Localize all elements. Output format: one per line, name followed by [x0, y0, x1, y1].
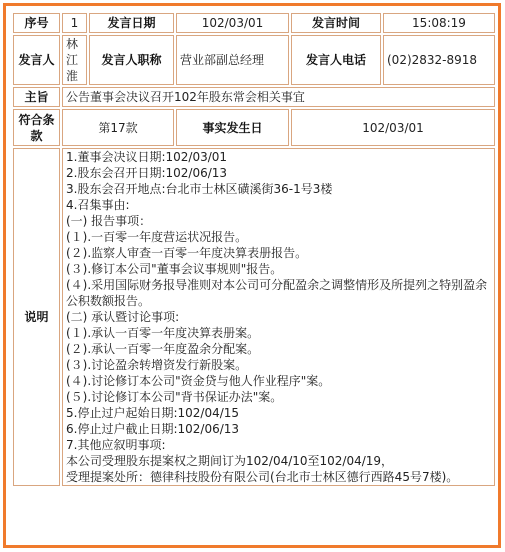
subject-row	[13, 87, 495, 107]
description-line: (２).承认一百零一年度盈余分配案。	[66, 342, 260, 356]
speaker-phone-value: (02)2832-8918	[383, 35, 495, 85]
clause-row	[13, 109, 495, 146]
description-line: 本公司受理股东提案权之期间订为102/04/10至102/04/19，	[66, 454, 394, 468]
description-body	[62, 148, 495, 486]
description-line: (１).一百零一年度营运状况报告。	[66, 230, 248, 244]
seq-label: 序号	[13, 13, 60, 33]
seq-value: 1	[62, 13, 87, 33]
description-line: 6.停止过户截止日期:102/06/13	[66, 422, 240, 436]
description-line: (一) 报告事项：	[66, 214, 152, 228]
description-line: (二) 承认暨讨论事项:	[66, 310, 180, 324]
date-value: 102/03/01	[176, 13, 289, 33]
announcement-table	[11, 11, 497, 488]
description-line: (１).承认一百零一年度决算表册案。	[66, 326, 260, 340]
speaker-row	[13, 35, 495, 85]
subject-value: 公告董事会决议召开102年股东常会相关事宜	[62, 87, 495, 107]
clause-value: 第17款	[62, 109, 174, 146]
speaker-phone-label: 发言人电话	[291, 35, 381, 85]
description-line: (３).修订本公司"董事会议事规则"报告。	[66, 262, 283, 276]
speaker-title-value: 营业部副总经理	[176, 35, 289, 85]
header-row	[13, 13, 495, 33]
description-line: (４).讨论修订本公司"资金贷与他人作业程序"案。	[66, 374, 331, 388]
time-value: 15:08:19	[383, 13, 495, 33]
time-label: 发言时间	[291, 13, 381, 33]
event-date-label: 事实发生日	[176, 109, 289, 146]
description-line: (３).讨论盈余转增资发行新股案。	[66, 358, 248, 372]
description-line: (４).采用国际财务报导准则对本公司可分配盈余之调整情形及所提列之特别盈余公积数额报告。	[66, 278, 488, 308]
description-line: 受理提案处所：德律科技股份有限公司(台北市士林区德行西路45号7楼)。	[66, 470, 459, 484]
speaker-value: 林江淮	[62, 35, 87, 85]
description-line: 3.股东会召开地点:台北市士林区磺溪街36-1号3楼	[66, 182, 333, 196]
description-line: 4.召集事由:	[66, 198, 130, 212]
description-line: (２).监察人审查一百零一年度决算表册报告。	[66, 246, 308, 260]
announcement-frame	[3, 3, 501, 548]
date-label: 发言日期	[89, 13, 174, 33]
speaker-title-label: 发言人职称	[89, 35, 174, 85]
description-row	[13, 148, 495, 486]
subject-label: 主旨	[13, 87, 60, 107]
description-line: 7.其他应叙明事项:	[66, 438, 166, 452]
description-line: (５).讨论修订本公司"背书保证办法"案。	[66, 390, 283, 404]
description-line: 1.董事会决议日期:102/03/01	[66, 150, 228, 164]
description-label: 说明	[13, 148, 60, 486]
description-line: 2.股东会召开日期:102/06/13	[66, 166, 228, 180]
description-line: 5.停止过户起始日期:102/04/15	[66, 406, 240, 420]
speaker-label: 发言人	[13, 35, 60, 85]
event-date-value: 102/03/01	[291, 109, 495, 146]
clause-label: 符合条款	[13, 109, 60, 146]
